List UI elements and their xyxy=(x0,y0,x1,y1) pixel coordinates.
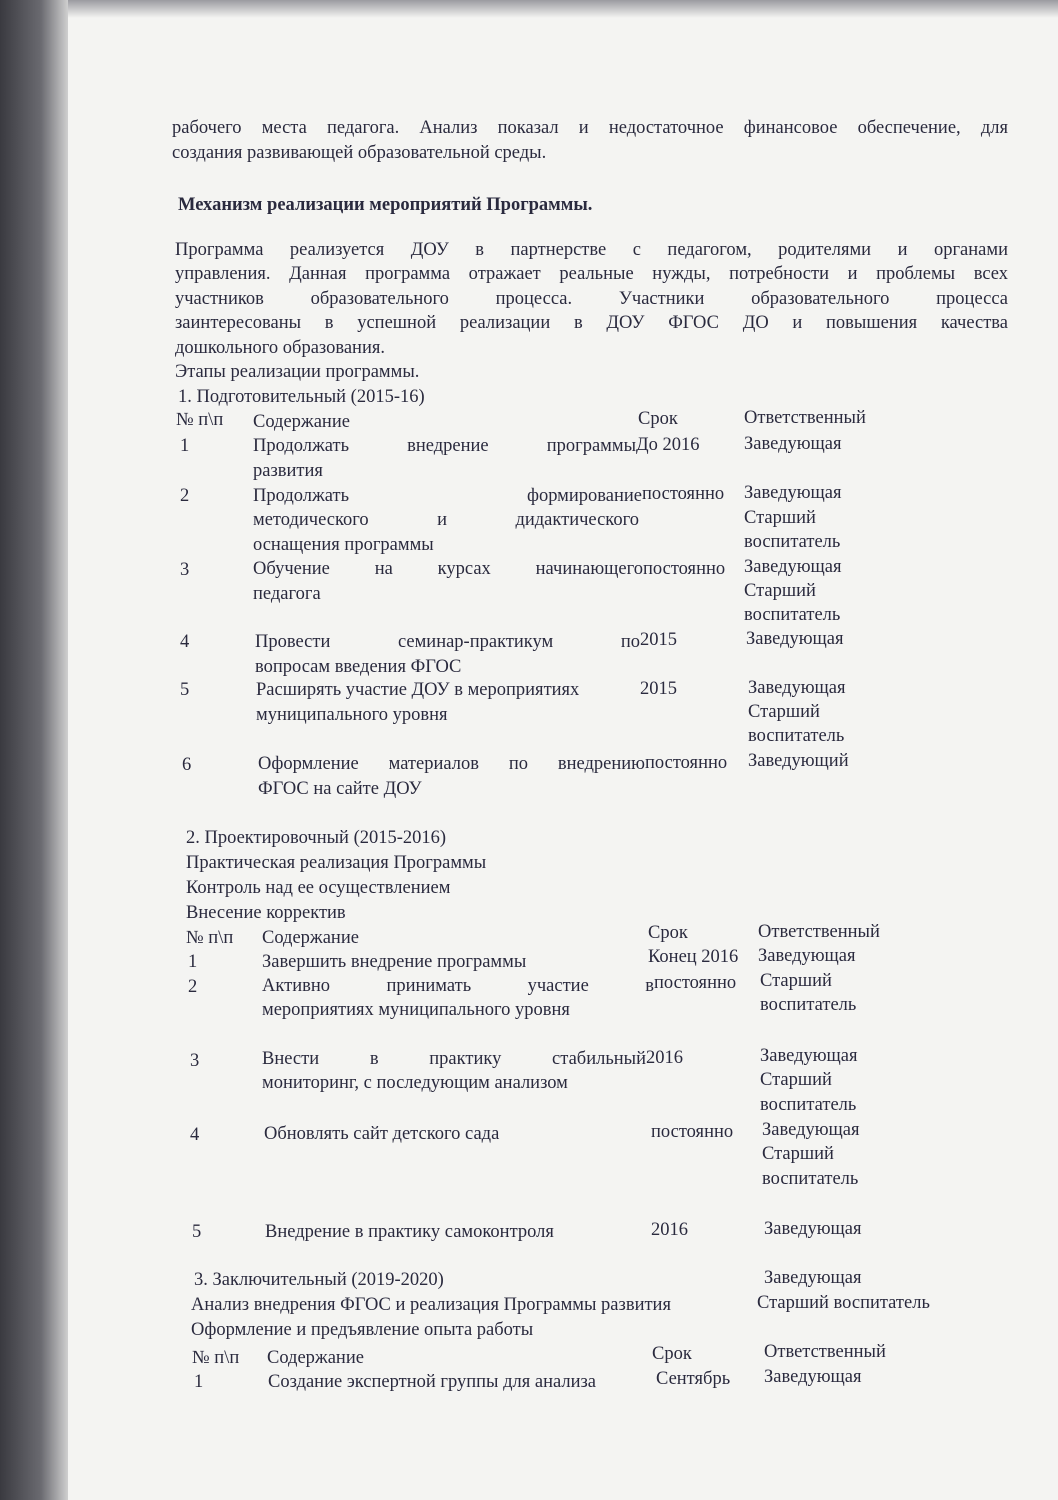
table-cell-content: Провести семинар-практикум по xyxy=(255,632,640,652)
stage3-subtitle: Оформление и предъявление опыта работы xyxy=(191,1320,534,1340)
table-row-number: 1 xyxy=(188,952,198,972)
table-cell-responsible: воспитатель xyxy=(744,605,841,625)
table-cell-responsible: воспитатель xyxy=(744,532,841,552)
stage2-subtitle: Контроль над ее осуществлением xyxy=(186,878,451,898)
table-cell-term: постоянно xyxy=(654,973,737,993)
intro-line-1: рабочего места педагога. Анализ показал и недостаточное финансовое обеспечение, для xyxy=(172,118,1008,138)
table-row-number: 2 xyxy=(188,977,198,997)
table-cell-content: Продолжать внедрение программы xyxy=(253,436,636,456)
stage2-header-term: Срок xyxy=(648,923,688,943)
intro-line-2: создания развивающей образовательной среды. xyxy=(172,143,547,163)
stages-title: Этапы реализации программы. xyxy=(175,362,420,382)
table-cell-term: постоянно xyxy=(645,753,728,773)
table-cell-responsible: воспитатель xyxy=(760,995,857,1015)
table-cell-content: Продолжать формирование xyxy=(253,486,642,506)
table-row-number: 1 xyxy=(180,436,190,456)
table-row-number: 3 xyxy=(180,560,190,580)
table-cell-content: вопросам введения ФГОС xyxy=(255,657,462,677)
table-cell-responsible: Старший xyxy=(744,508,816,528)
table-cell-content: Активно принимать участие в xyxy=(262,976,654,996)
table-cell-term: До 2016 xyxy=(636,435,700,455)
table-cell-content: мероприятиях муниципального уровня xyxy=(262,1000,570,1020)
table-row-number: 2 xyxy=(180,486,190,506)
table-cell-content: Завершить внедрение программы xyxy=(262,952,527,972)
table-cell-responsible: Заведующая xyxy=(748,678,846,698)
table-row-number: 3 xyxy=(190,1051,200,1071)
table-cell-responsible: Заведующая xyxy=(762,1120,860,1140)
table-cell-term: постоянно xyxy=(642,484,725,504)
table-cell-responsible: Заведующая xyxy=(744,483,842,503)
table-cell-responsible: Заведующая xyxy=(744,557,842,577)
stage3-header-content: Содержание xyxy=(267,1348,364,1368)
paragraph-line-3: участников образовательного процесса. Участники образовательного процесса xyxy=(175,289,1008,309)
stage2-header-content: Содержание xyxy=(262,928,359,948)
table-cell-content: Внедрение в практику самоконтроля xyxy=(265,1222,554,1242)
table-cell-content: развития xyxy=(253,461,323,481)
table-cell-responsible: Старший xyxy=(760,971,832,991)
paragraph-line-2: управления. Данная программа отражает реальные нужды, потребности и проблемы всех xyxy=(175,264,1008,284)
table-cell-content: оснащения программы xyxy=(253,535,434,555)
table-row-number: 5 xyxy=(180,680,190,700)
table-row-number: 4 xyxy=(180,632,190,652)
stage3-responsible: Заведующая xyxy=(764,1268,862,1288)
stage3-responsible: Старший воспитатель xyxy=(757,1293,930,1313)
table-row-number: 1 xyxy=(194,1372,204,1392)
stage3-subtitle: Анализ внедрения ФГОС и реализация Программы развития xyxy=(191,1295,671,1315)
table-cell-responsible: Старший xyxy=(760,1070,832,1090)
stage1-header-resp: Ответственный xyxy=(744,408,866,428)
table-cell-responsible: Старший xyxy=(748,702,820,722)
table-cell-content: Обучение на курсах начинающего xyxy=(253,559,643,579)
table-cell-responsible: Старший xyxy=(744,581,816,601)
table-cell-responsible: Заведующая xyxy=(764,1367,862,1387)
table-cell-term: Сентябрь xyxy=(656,1369,731,1389)
stage2-subtitle: Внесение корректив xyxy=(186,903,346,923)
paragraph-line-1: Программа реализуется ДОУ в партнерстве с педагогом, родителями и органами xyxy=(175,240,1008,260)
table-cell-responsible: Заведующая xyxy=(760,1046,858,1066)
stage2-header-num: № п\п xyxy=(186,928,234,948)
stage1-header-term: Срок xyxy=(638,409,678,429)
table-cell-responsible: Заведующая xyxy=(764,1219,862,1239)
stage2-subtitle: Практическая реализация Программы xyxy=(186,853,487,873)
table-cell-content: ФГОС на сайте ДОУ xyxy=(258,779,422,799)
table-cell-term: постоянно xyxy=(643,559,726,579)
stage3-header-term: Срок xyxy=(652,1344,692,1364)
table-cell-responsible: Заведующая xyxy=(744,434,842,454)
table-cell-responsible: Заведующая xyxy=(746,629,844,649)
table-cell-content: Внести в практику стабильный xyxy=(262,1049,646,1069)
table-cell-content: Оформление материалов по внедрению xyxy=(258,754,645,774)
stage3-header-num: № п\п xyxy=(192,1348,240,1368)
table-cell-responsible: воспитатель xyxy=(748,726,845,746)
table-cell-term: постоянно xyxy=(651,1122,734,1142)
table-row-number: 4 xyxy=(190,1125,200,1145)
table-cell-term: 2016 xyxy=(646,1048,683,1068)
table-cell-content: Обновлять сайт детского сада xyxy=(264,1124,500,1144)
section-heading: Механизм реализации мероприятий Программы. xyxy=(178,195,593,215)
table-cell-content: Расширять участие ДОУ в мероприятиях xyxy=(256,680,580,700)
stage2-title: 2. Проектировочный (2015-2016) xyxy=(186,828,447,848)
table-cell-content: педагога xyxy=(253,584,321,604)
stage3-header-resp: Ответственный xyxy=(764,1342,886,1362)
table-cell-term: 2016 xyxy=(651,1220,688,1240)
stage1-header-num: № п\п xyxy=(176,410,224,430)
table-cell-content: методического и дидактического xyxy=(253,510,639,530)
table-cell-term: 2015 xyxy=(640,679,677,699)
table-cell-responsible: Заведующий xyxy=(748,751,849,771)
table-cell-content: муниципального уровня xyxy=(256,705,448,725)
table-cell-content: мониторинг, с последующим анализом xyxy=(262,1073,568,1093)
table-cell-responsible: воспитатель xyxy=(760,1095,857,1115)
stage1-header-content: Содержание xyxy=(253,412,350,432)
table-cell-responsible: Заведующая xyxy=(758,946,856,966)
stage3-title: 3. Заключительный (2019-2020) xyxy=(194,1270,444,1290)
table-cell-responsible: воспитатель xyxy=(762,1169,859,1189)
stage2-header-resp: Ответственный xyxy=(758,922,880,942)
table-cell-term: Конец 2016 xyxy=(648,947,739,967)
table-cell-responsible: Старший xyxy=(762,1144,834,1164)
table-cell-term: 2015 xyxy=(640,630,677,650)
stage1-title: 1. Подготовительный (2015-16) xyxy=(178,387,425,407)
table-row-number: 6 xyxy=(182,755,192,775)
table-cell-content: Создание экспертной группы для анализа xyxy=(268,1372,596,1392)
paragraph-line-4: заинтересованы в успешной реализации в ДОУ ФГОС ДО и повышения качества xyxy=(175,313,1008,333)
table-row-number: 5 xyxy=(192,1222,202,1242)
paragraph-line-5: дошкольного образования. xyxy=(175,338,385,358)
